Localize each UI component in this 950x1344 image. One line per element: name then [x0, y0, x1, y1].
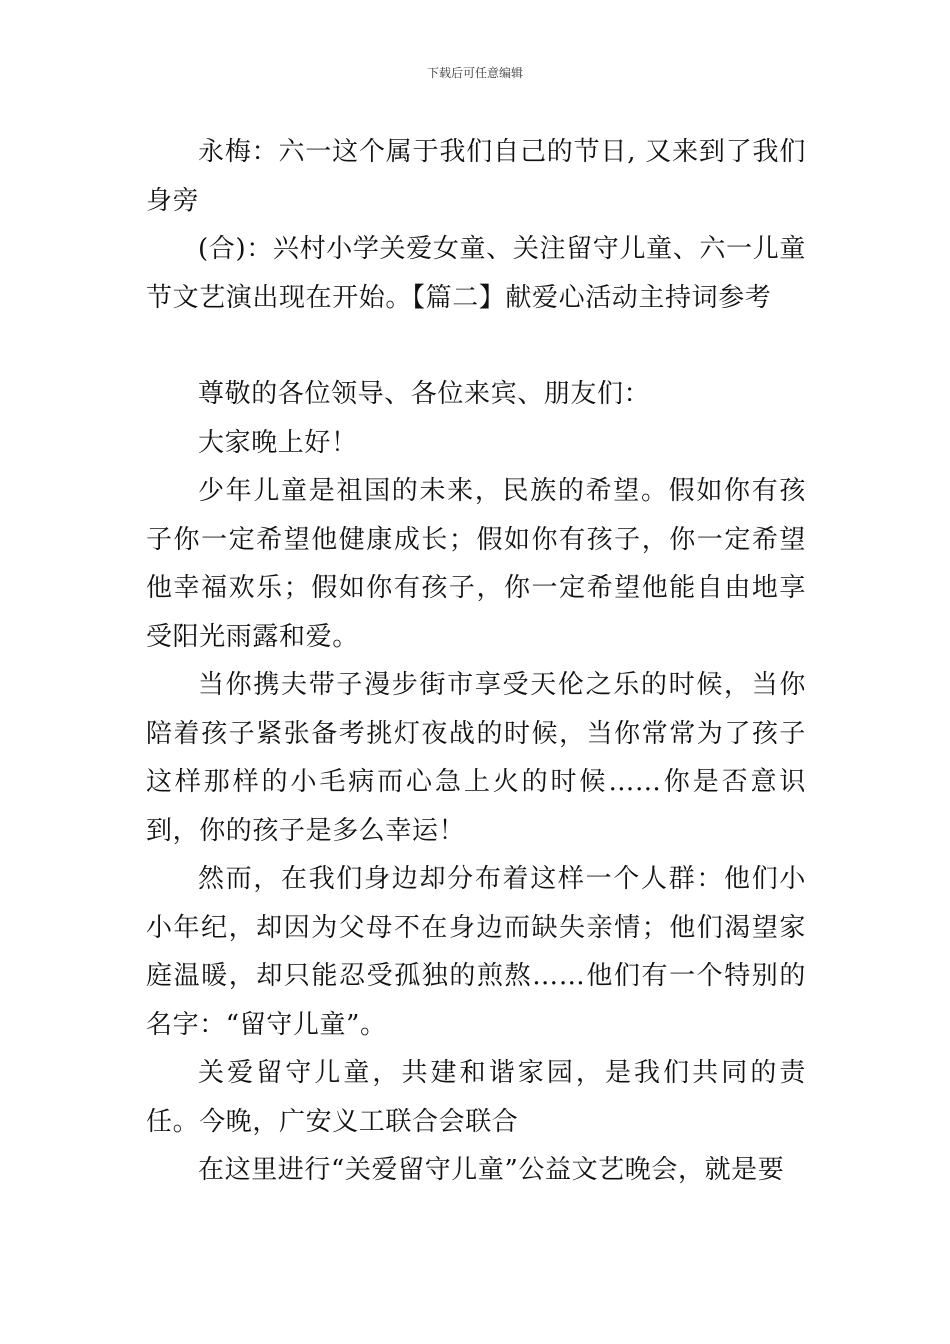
paragraph-3: 少年儿童是祖国的未来，民族的希望。假如你有孩子你一定希望他健康成长；假如你有孩子，你一定希望他幸福欢乐；假如你有孩子，你一定希望他能自由地享受阳光雨露和爱。	[146, 476, 806, 652]
paragraph-greeting: 大家晚上好！	[198, 427, 358, 458]
paragraph-6: 关爱留守儿童，共建和谐家园，是我们共同的责任。今晚，广安义工联合会联合	[146, 1058, 806, 1137]
paragraph-4: 当你携夫带子漫步街市享受天伦之乐的时候，当你陪着孩子紧张备考挑灯夜战的时候，当你常常为了孩子这样那样的小毛病而心急上火的时候……你是否意识到，你的孩子是多么幸运！	[146, 670, 806, 846]
paragraph-1: 永梅：六一这个属于我们自己的节日, 又来到了我们身旁	[146, 137, 806, 216]
paragraph-7: 在这里进行“关爱留守儿童”公益文艺晚会，就是要	[198, 1155, 785, 1185]
paragraph-2: (合)：兴村小学关爱女童、关注留守儿童、六一儿童节文艺演出现在开始。【篇二】献爱心活动主持词参考	[146, 234, 806, 313]
paragraph-5: 然而，在我们身边却分布着这样一个人群：他们小小年纪，却因为父母不在身边而缺失亲情；他们渴望家庭温暖，却只能忍受孤独的煎熬……他们有一个特别的名字：“留守儿童”。	[146, 864, 806, 1040]
paragraph-spacer	[146, 322, 806, 370]
paragraph-salutation: 尊敬的各位领导、各位来宾、朋友们：	[198, 379, 651, 409]
document-body	[146, 128, 806, 1195]
page-header-note: 下载后可任意编辑	[426, 66, 523, 80]
